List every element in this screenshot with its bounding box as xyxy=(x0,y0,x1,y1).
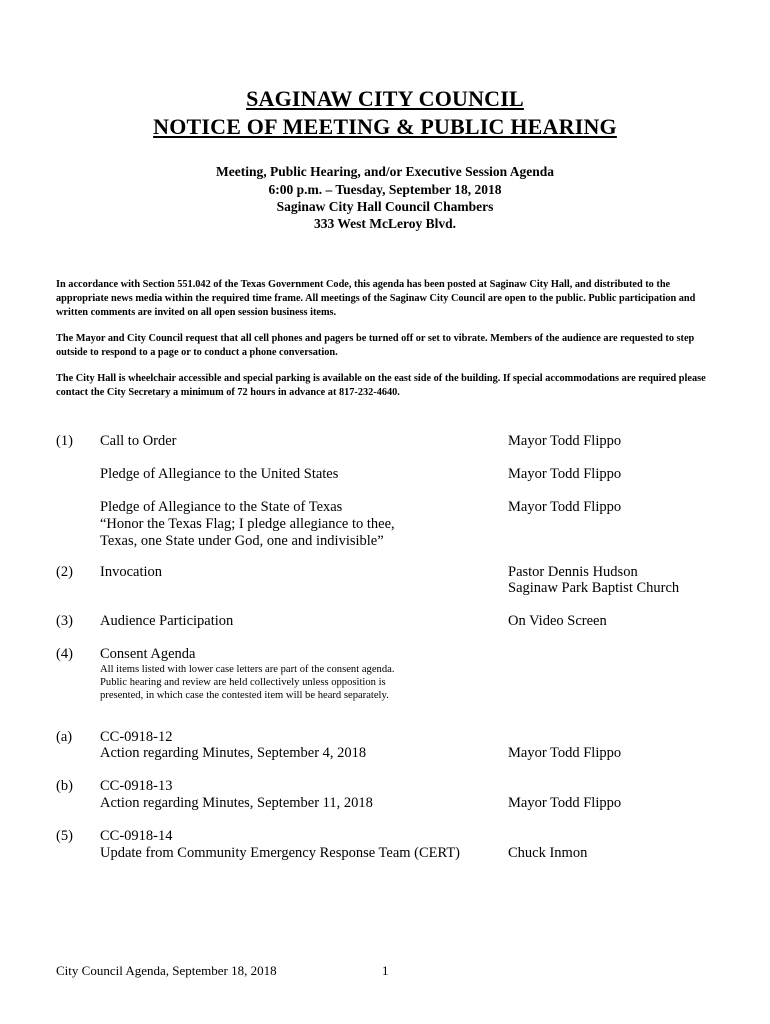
item-number: (b) xyxy=(56,778,73,794)
notice-open-meetings: In accordance with Section 551.042 of the Texas Government Code, this agenda has been posted at Saginaw City Hall, and distributed to the appropriate news media within the required time frame. All meetings of the Saginaw City Council are open to the public. Public participation and written comments are invited on all open session business items. xyxy=(56,279,696,318)
meeting-datetime: 6:00 p.m. – Tuesday, September 18, 2018 xyxy=(268,182,502,197)
item-title-cert-update: Update from Community Emergency Response Team (CERT) xyxy=(100,845,461,861)
consent-agenda-note: All items listed with lower case letters are part of the consent agenda. Public hearing and review are held collectively unless opposition is presented, in which case the contested item will be heard separately. xyxy=(100,664,395,701)
notice-cell-phones: The Mayor and City Council request that all cell phones and pagers be turned off or set to vibrate. Members of the audience are requested to step outside to respond to a page or to conduct a phone conversation. xyxy=(56,333,695,358)
item-presenter: Mayor Todd Flippo xyxy=(508,433,622,449)
item-presenter: Chuck Inmon xyxy=(508,845,588,861)
item-number: (5) xyxy=(56,828,73,844)
item-code: CC-0918-12 xyxy=(100,729,173,745)
item-number: (4) xyxy=(56,646,73,662)
item-number: (a) xyxy=(56,729,73,745)
pledge-quote-line: “Honor the Texas Flag; I pledge allegiance to thee, xyxy=(100,516,395,532)
notice-accessibility: The City Hall is wheelchair accessible and special parking is available on the east side of the building. If special accommodations are required please contact the City Secretary a minimum of 72 hours in advance at 817-232-4640. xyxy=(56,373,706,398)
item-presenter-org: Saginaw Park Baptist Church xyxy=(508,580,680,596)
meeting-address: 333 West McLeroy Blvd. xyxy=(314,216,456,231)
item-number: (2) xyxy=(56,564,73,580)
item-title-pledge-us: Pledge of Allegiance to the United States xyxy=(100,466,339,482)
item-title-minutes-sep11: Action regarding Minutes, September 11, 2018 xyxy=(100,795,373,811)
pledge-quote-line: Texas, one State under God, one and indivisible” xyxy=(100,533,384,549)
item-code: CC-0918-14 xyxy=(100,828,173,844)
council-title: SAGINAW CITY COUNCIL xyxy=(246,86,524,111)
item-title-pledge-texas: Pledge of Allegiance to the State of Texas xyxy=(100,499,343,515)
item-code: CC-0918-13 xyxy=(100,778,173,794)
item-title-consent-agenda: Consent Agenda xyxy=(100,646,196,662)
notice-title: NOTICE OF MEETING & PUBLIC HEARING xyxy=(153,114,617,139)
meeting-location: Saginaw City Hall Council Chambers xyxy=(276,199,494,214)
page-number: 1 xyxy=(382,963,389,978)
item-title-call-to-order: Call to Order xyxy=(100,433,177,449)
item-presenter: Mayor Todd Flippo xyxy=(508,745,622,761)
item-title-audience-participation: Audience Participation xyxy=(100,613,234,629)
footer-document-title: City Council Agenda, September 18, 2018 xyxy=(56,963,277,978)
item-number: (3) xyxy=(56,613,73,629)
item-presenter: On Video Screen xyxy=(508,613,607,629)
item-presenter: Mayor Todd Flippo xyxy=(508,499,622,515)
item-presenter: Mayor Todd Flippo xyxy=(508,466,622,482)
item-presenter: Mayor Todd Flippo xyxy=(508,795,622,811)
item-title-minutes-sep4: Action regarding Minutes, September 4, 2018 xyxy=(100,745,367,761)
meeting-type: Meeting, Public Hearing, and/or Executive Session Agenda xyxy=(215,164,554,179)
item-presenter: Pastor Dennis Hudson xyxy=(508,564,638,580)
item-number: (1) xyxy=(56,433,73,449)
item-title-invocation: Invocation xyxy=(100,564,163,580)
